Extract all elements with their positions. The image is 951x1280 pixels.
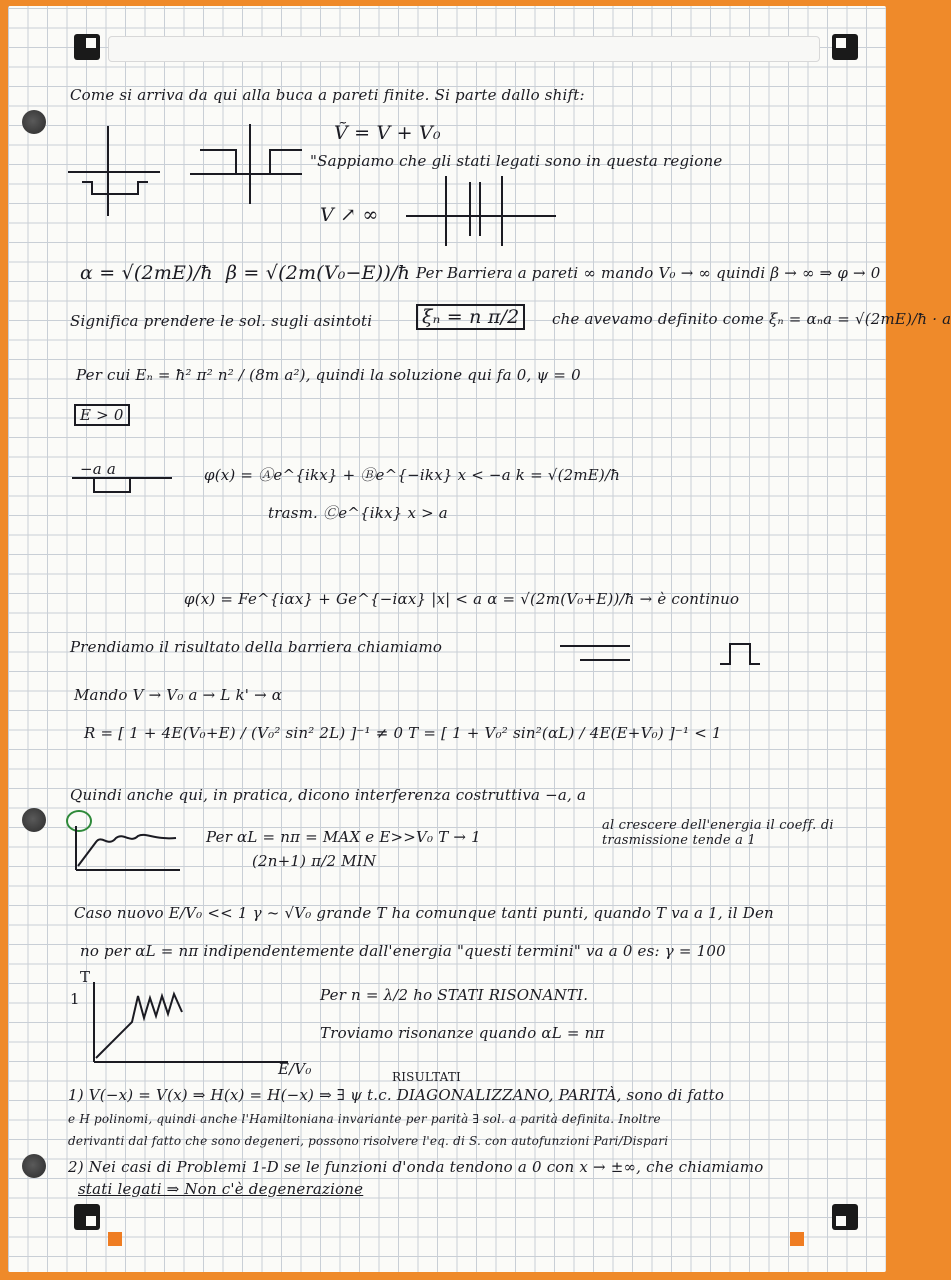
note-line: stati legati ⇒ Non c'è degenerazione [78,1180,364,1198]
note-line: 2) Nei casi di Problemi 1-D se le funzioni d'onda tendono a 0 con x → ±∞, che chiamiamo [68,1158,764,1176]
note-line: Caso nuovo E/V₀ << 1 γ ~ √V₀ grande T ha comunque tanti punti, quando T va a 1, il Den [74,904,774,922]
note-line: "Sappiamo che gli stati legati sono in questa regione [310,152,723,170]
infinite-well-sketch [406,176,566,246]
shifted-well-sketch [190,124,310,204]
note-line: che avevamo definito come ξₙ = αₙa = √(2mE)/ħ · a [552,310,951,328]
note-line: 1) V(−x) = V(x) ⇒ H(x) = H(−x) ⇒ ∃ ψ t.c. DIAGONALIZZANO, PARITÀ, sono di fatto [68,1086,725,1104]
note-line: Per cui Eₙ = ħ² π² n² / (8m a²), quindi la soluzione qui fa 0, ψ = 0 [76,366,581,384]
note-line: Quindi anche qui, in pratica, dicono interferenza costruttiva −a, a [70,786,587,804]
plot-axis-label: T [80,968,91,986]
note-line: Come si arriva da qui alla buca a pareti finite. Si parte dallo shift: [70,86,585,104]
note-line: β = √(2m(V₀−E))/ħ [226,262,411,284]
note-line: R = [ 1 + 4E(V₀+E) / (V₀² sin² 2L) ]⁻¹ ≠ 0 T = [ 1 + V₀² sin²(αL) / 4E(E+V₀) ]⁻¹ < 1 [84,724,722,742]
note-line: (2n+1) π/2 MIN [252,852,377,870]
binder-hole-icon [22,808,46,832]
case-label: E > 0 [74,404,130,426]
note-line: Per Barriera a pareti ∞ mando V₀ → ∞ quindi β → ∞ ⇒ φ → 0 [416,264,881,282]
page-header-bar [108,36,820,62]
corner-marker-icon [832,1204,858,1230]
finite-well-sketch [72,474,172,504]
corner-marker-icon [832,34,858,60]
boxed-formula: ξₙ = n π/2 [416,304,525,330]
note-line: trasm. Ⓒe^{ikx} x > a [268,504,448,522]
plot-axis-label: 1 [70,990,80,1008]
note-line: Mando V → V₀ a → L k' → α [74,686,283,704]
plot-axis-label: E/V₀ [278,1060,312,1078]
transmission-plot-sketch [72,826,182,872]
binder-hole-icon [22,1154,46,1178]
note-line: −a a [80,460,117,478]
note-line: Per n = λ/2 ho STATI RISONANTI. [320,986,589,1004]
note-line: V ↗ ∞ [320,204,379,226]
note-line: α = √(2mE)/ħ [80,262,213,284]
orange-marker-icon [790,1232,804,1246]
note-line: Ṽ = V + V₀ [334,122,441,144]
corner-marker-icon [74,34,100,60]
section-heading: RISULTATI [392,1070,462,1084]
note-line: Significa prendere le sol. sugli asintoti [70,312,373,330]
note-line: φ(x) = Fe^{iαx} + Ge^{−iαx} |x| < a α = √(2m(V₀+E))/ħ → è continuo [184,590,740,608]
note-line: Prendiamo il risultato della barriera chiamiamo [70,638,443,656]
orange-marker-icon [108,1232,122,1246]
notebook-page [8,6,951,1272]
note-line: no per αL = nπ indipendentemente dall'energia "questi termini" va a 0 es: γ = 100 [80,942,726,960]
note-line: Per αL = nπ = MAX e E>>V₀ T → 1 [206,828,481,846]
note-line: derivanti dal fatto che sono degeneri, possono risolvere l'eq. di S. con autofunzioni Pari/Dispari [68,1134,669,1148]
resonance-plot-sketch [92,982,292,1064]
note-line: Troviamo risonanze quando αL = nπ [320,1024,605,1042]
note-line: e H polinomi, quindi anche l'Hamiltoniana invariante per parità ∃ sol. a parità definita. Inoltre [68,1112,661,1126]
corner-marker-icon [74,1204,100,1230]
note-line: φ(x) = Ⓐe^{ikx} + Ⓑe^{−ikx} x < −a k = √(2mE)/ħ [204,466,621,484]
binder-hole-icon [22,110,46,134]
potential-well-sketch [68,126,168,216]
note-line: al crescere dell'energia il coeff. di trasmissione tende a 1 [602,818,834,848]
barrier-sketch [560,636,780,670]
